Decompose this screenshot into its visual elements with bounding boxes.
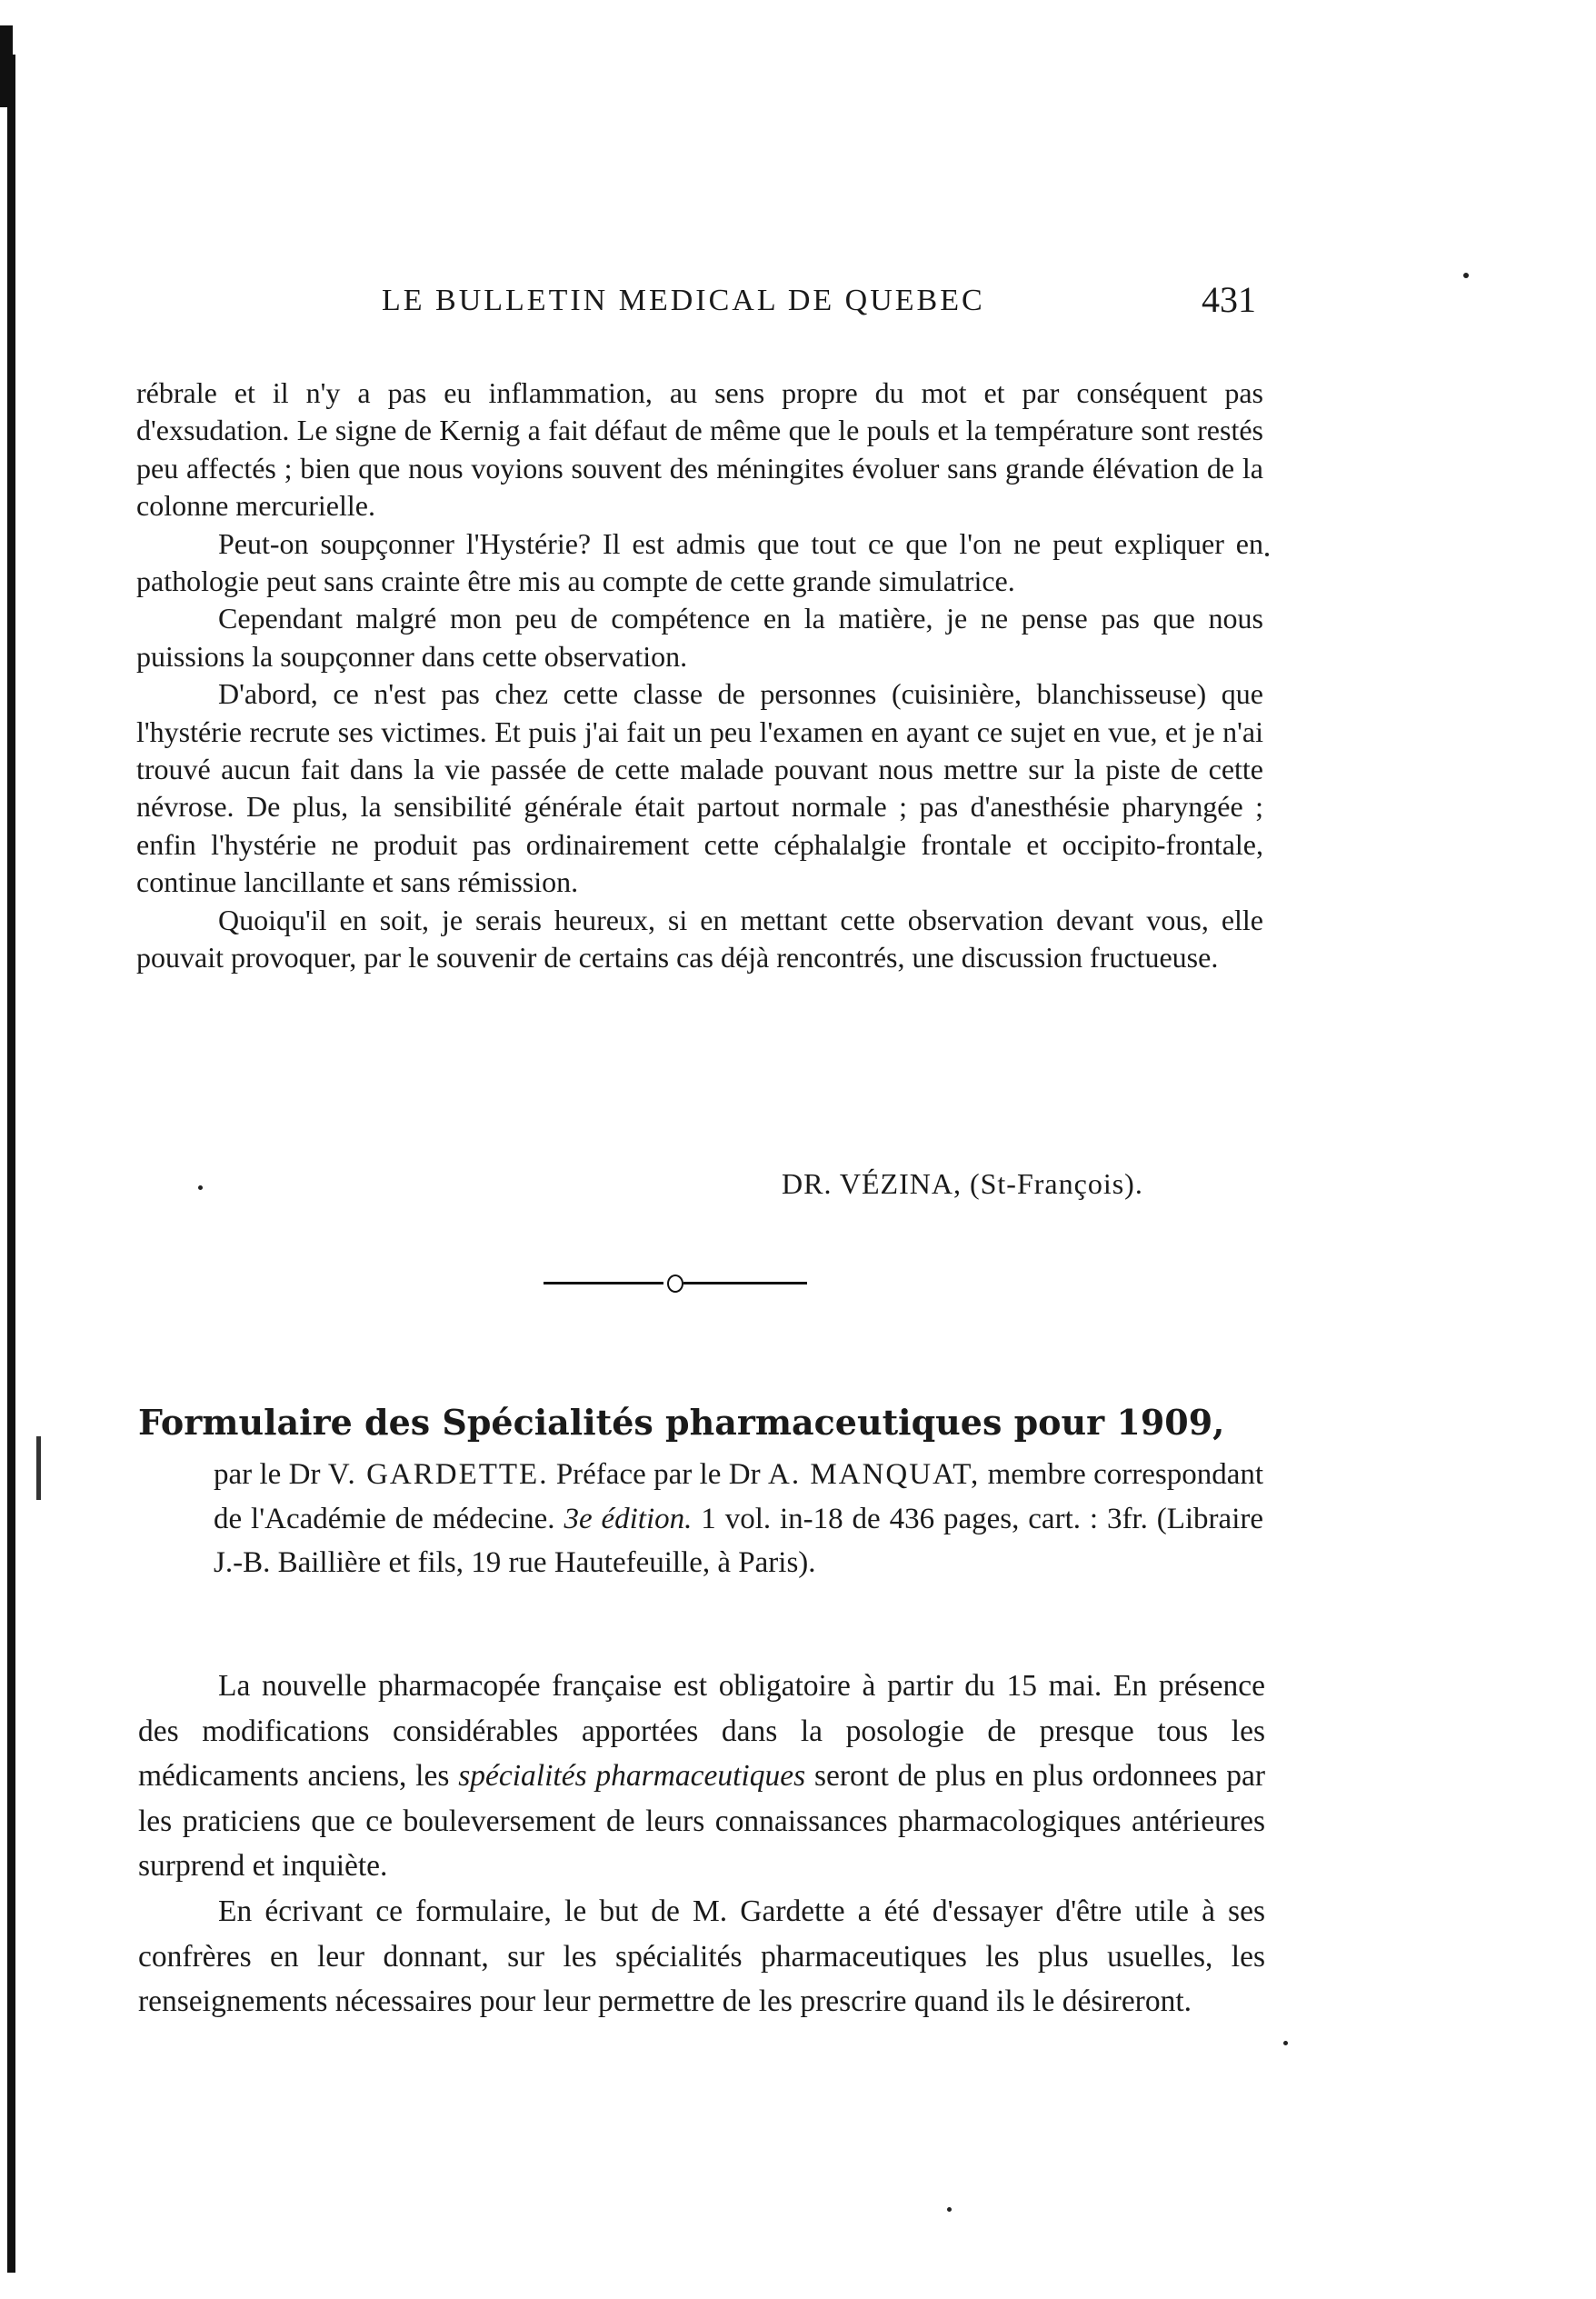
separator-rule-left <box>544 1282 663 1284</box>
book-reference <box>214 1453 1263 1585</box>
preface-author: A. MANQUAT, <box>767 1458 981 1491</box>
author-affiliation: membre correspondant de l'Académie de médecine. <box>214 1458 1264 1535</box>
author-prefix: par le Dr <box>214 1458 321 1491</box>
book-details: 1 vol. in-18 de 436 pages, cart. : 3fr. (Libraire J.-B. Baillière et fils, 19 rue Hautefeuille, à Paris). <box>214 1502 1264 1579</box>
running-title: LE BULLETIN MEDICAL DE QUEBEC <box>382 284 985 317</box>
binding-notch <box>36 1436 41 1500</box>
author-signature: DR. VÉZINA, (St-François). <box>782 1167 1143 1200</box>
stray-speck <box>1463 273 1469 278</box>
binding-mark <box>0 25 13 107</box>
article-paragraph: Quoiqu'il en soit, je serais heureux, si en mettant cette observation devant vous, elle pouvait provoquer, par le souvenir de certains cas déjà rencontrés, une discussion fructueuse. <box>136 903 1263 975</box>
book-edition: 3e édition. <box>564 1502 693 1535</box>
article-paragraph: D'abord, ce n'est pas chez cette classe de personnes (cuisinière, blanchisseuse) que l'hystérie recrute ses victimes. Et puis j'ai fait un peu l'examen en ayant ce sujet en vue, et je n'ai trouvé aucun fait dans la vie passée de cette malade pouvant nous mettre sur la piste de cette névrose. De plus, la sensibilité générale était partout normale ; pas d'anesthésie pharyngée ; enfin l'hystérie ne produit pas ordinairement cette céphalalgie frontale et occipito-frontale, continue lancillante et sans rémission. <box>136 677 1263 899</box>
stray-speck <box>1283 2041 1288 2045</box>
review-paragraph: En écrivant ce formulaire, le but de M. Gardette a été d'essayer d'être utile à ses confrères en leur donnant, sur les spécialités pharmaceutiques les plus usuelles, les renseignements nécessaires pour leur permettre de les prescrire quand ils le désireront. <box>138 1894 1265 2019</box>
separator-rule-right <box>683 1282 807 1284</box>
article-paragraph: Cependant malgré mon peu de compétence en la matière, je ne pense pas que nous puissions la soupçonner dans cette observation. <box>136 602 1263 673</box>
article-continuation <box>136 375 1263 977</box>
separator-ornament <box>667 1274 683 1293</box>
article-paragraph: rébrale et il n'y a pas eu inflammation, au sens propre du mot et par conséquent pas d'exsudation. Le signe de Kernig a fait défaut de même que le pouls et la température sont restés peu affectés ; bien que nous voyions souvent des méningites évoluer sans grande élévation de la colonne mercurielle. <box>136 376 1263 523</box>
page-number: 431 <box>1202 279 1256 320</box>
review-text: seront de plus en plus ordonnees par les praticiens que ce bouleversement de leurs connaissances pharmacologiques antérieures surprend et inquiète. <box>138 1759 1266 1884</box>
review-emphasis: spécialités pharmaceutiques <box>458 1759 806 1794</box>
page-binding-edge <box>7 55 15 2273</box>
stray-speck <box>947 2207 952 2212</box>
book-review-body <box>138 1664 1265 2024</box>
book-review-title: Formulaire des Spécialités pharmaceutiques pour 1909, <box>138 1402 1225 1443</box>
book-author: V. GARDETTE. <box>327 1458 549 1491</box>
review-text: La nouvelle pharmacopée française est obligatoire à partir du 15 mai. En présence des modifications considérables apportées dans la posologie de presque tous les médicaments anciens, les <box>138 1669 1265 1794</box>
stray-speck <box>1265 553 1269 556</box>
stray-speck <box>198 1185 203 1190</box>
review-paragraph <box>138 1664 1265 1889</box>
article-paragraph: Peut-on soupçonner l'Hystérie? Il est admis que tout ce que l'on ne peut expliquer en pathologie peut sans crainte être mis au compte de cette grande simulatrice. <box>136 526 1263 598</box>
preface-prefix: Préface par le Dr <box>555 1458 761 1491</box>
section-separator <box>544 1271 807 1296</box>
